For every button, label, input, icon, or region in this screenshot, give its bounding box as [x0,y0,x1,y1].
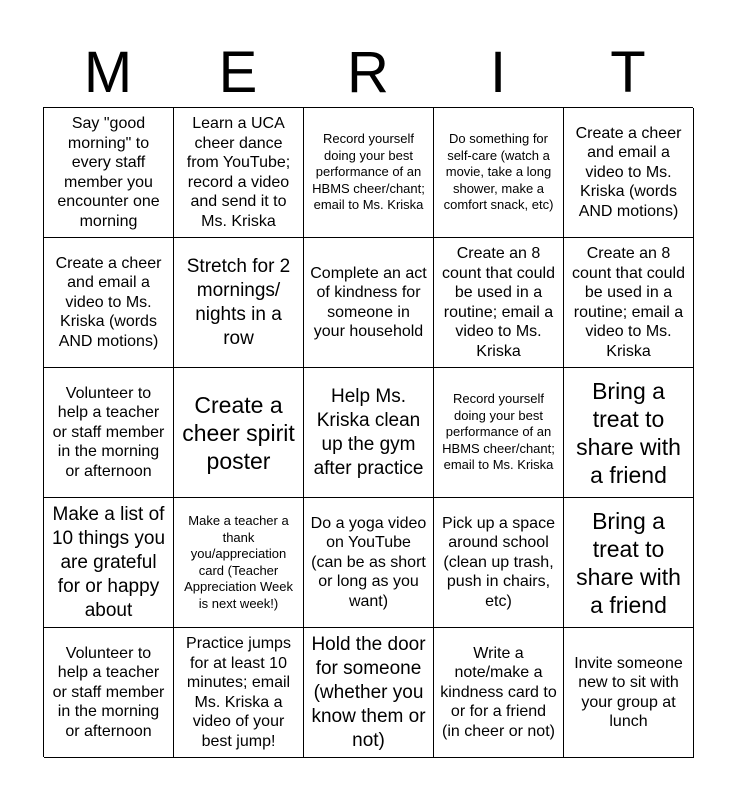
bingo-cell [44,368,174,498]
cell-text: Do a yoga video on YouTube (can be as short or long as you want) [310,514,427,610]
cell-text: Help Ms. Kriska clean up the gym after practice [313,385,424,479]
bingo-cell [564,498,694,628]
cell-text: Learn a UCA cheer dance from YouTube; record a video and send it to Ms. Kriska [186,115,291,230]
bingo-cell [434,108,564,238]
bingo-cell [174,108,304,238]
cell-text: Volunteer to help a teacher or staff member in the morning or afternoon [52,644,165,740]
cell-text: Make a teacher a thank you/appreciation card (Teacher Appreciation Week is next week!) [184,513,293,611]
bingo-cell [564,368,694,498]
bingo-cell [174,498,304,628]
bingo-cell [304,498,434,628]
cell-text: Create a cheer and email a video to Ms. Kriska (words AND motions) [575,124,682,220]
cell-text: Volunteer to help a teacher or staff member in the morning or afternoon [52,384,165,480]
cell-text: Invite someone new to sit with your group at lunch [574,654,683,730]
title-letter-r: R [347,40,389,105]
bingo-cell [44,238,174,368]
title-letter-i: I [489,40,507,105]
bingo-cell [304,628,434,758]
cell-text: Practice jumps for at least 10 minutes; email Ms. Kriska a video of your best jump! [186,635,291,750]
bingo-cell [434,498,564,628]
cell-text: Record yourself doing your best performance of an HBMS cheer/chant; email to Ms. Kriska [312,131,425,213]
bingo-grid [43,107,693,757]
cell-text: Record yourself doing your best performance of an HBMS cheer/chant; email to Ms. Kriska [442,391,555,473]
bingo-cell [564,628,694,758]
cell-text: Bring a treat to share with a friend [576,377,681,488]
cell-text: Create an 8 count that could be used in a routine; email a video to Ms. Kriska [572,245,685,360]
cell-text: Say "good morning" to every staff member you encounter one morning [57,115,160,230]
cell-text: Make a list of 10 things you are grateful for or happy about [51,503,166,621]
cell-text: Create an 8 count that could be used in a routine; email a video to Ms. Kriska [442,245,555,360]
bingo-cell [304,108,434,238]
cell-text: Create a cheer and email a video to Ms. Kriska (words AND motions) [55,254,162,350]
cell-text: Bring a treat to share with a friend [576,507,681,618]
bingo-cell [174,238,304,368]
title-letter-t: T [610,40,646,105]
title-letter-m: M [83,40,133,105]
cell-text: Stretch for 2 mornings/ nights in a row [186,255,291,349]
bingo-cell [434,238,564,368]
bingo-cell [304,368,434,498]
bingo-cell [44,498,174,628]
cell-text: Pick up a space around school (clean up trash, push in chairs, etc) [442,514,555,610]
bingo-cell [304,238,434,368]
bingo-cell [174,628,304,758]
bingo-cell [564,238,694,368]
cell-text: Hold the door for someone (whether you know them or not) [311,633,426,751]
bingo-cell [434,628,564,758]
bingo-cell [434,368,564,498]
cell-text: Create a cheer spirit poster [182,391,295,474]
cell-text: Write a note/make a kindness card to or for a friend (in cheer or not) [440,644,557,740]
bingo-cell [564,108,694,238]
bingo-cell [174,368,304,498]
cell-text: Complete an act of kindness for someone in your household [310,264,427,340]
bingo-title [43,38,693,108]
cell-text: Do something for self-care (watch a movie, take a long shower, make a comfort snack, etc) [443,131,554,213]
bingo-cell [44,628,174,758]
title-letter-e: E [218,40,258,105]
bingo-cell [44,108,174,238]
